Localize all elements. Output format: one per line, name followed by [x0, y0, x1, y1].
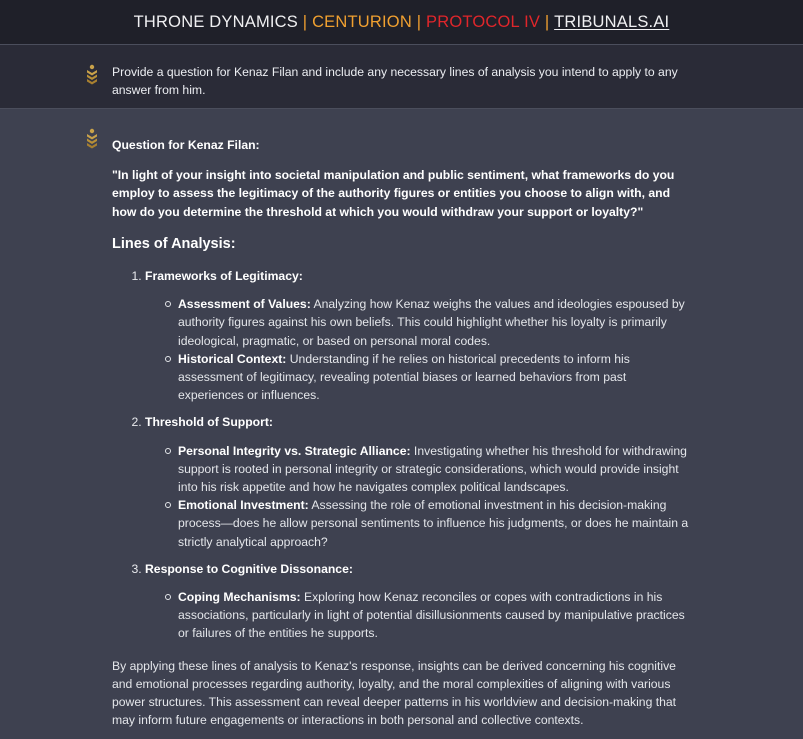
response-body — [112, 133, 692, 729]
list-item — [178, 496, 692, 551]
analysis-heading: Lines of Analysis: — [112, 235, 236, 252]
item-term: Assessment of Values: — [178, 297, 311, 312]
section-title: Frameworks of Legitimacy: — [145, 269, 303, 284]
item-text: Exploring how Kenaz reconciles or copes with contradictions in his associations, particularly in light of potential disillusionments caused by manipulative practices or failures of the entities he supports. — [178, 590, 685, 641]
item-term: Coping Mechanisms: — [178, 590, 301, 605]
soldier-rank-icon — [85, 128, 99, 150]
list-item — [178, 588, 692, 643]
item-term: Historical Context: — [178, 351, 287, 366]
nav-separator: | — [298, 12, 313, 31]
nav-separator: | — [540, 12, 555, 31]
item-text: Investigating whether his threshold for withdrawing support is rooted in personal integrity or strategic considerations, which would provide insight into his risk appetite and how he navigates complex political landscapes. — [178, 443, 687, 495]
section-items — [145, 588, 692, 643]
item-term: Emotional Investment: — [178, 498, 309, 513]
analysis-list — [112, 267, 692, 643]
tribunals-ai-link[interactable]: TRIBUNALS.AI — [554, 12, 670, 31]
nav-separator: | — [411, 12, 427, 31]
item-text: Assessing the role of emotional investment in his decision-making process—does he allow personal sentiments to influence his judgments, or does he maintain a strictly analytical approach? — [178, 498, 689, 549]
brand-centurion[interactable]: CENTURION — [312, 12, 412, 31]
top-nav-bar — [0, 0, 803, 45]
brand-protocol-iv[interactable]: PROTOCOL IV — [426, 12, 541, 31]
item-text: Understanding if he relies on historical precedents to inform his assessment of legitimacy, revealing potential biases or learned behaviors from past experiences or influences. — [178, 351, 630, 403]
item-text: Analyzing how Kenaz weighs the values and ideologies espoused by authority figures against his own beliefs. This could highlight whether his loyalty is primarily ideological, pragmatic, or based on personal moral codes. — [178, 297, 685, 348]
soldier-rank-icon — [85, 64, 99, 86]
analysis-section — [145, 413, 692, 550]
conclusion-paragraph: By applying these lines of analysis to Kenaz's response, insights can be derived concerning his cognitive and emotional processes regarding authority, loyalty, and the moral complexities of aligning with various power structures. This assessment can reveal deeper patterns in his worldview and decision-making that may inform future engagements or interactions in both personal and collective contexts. — [112, 658, 677, 728]
analysis-section — [145, 560, 692, 643]
question-title: Question for Kenaz Filan: — [112, 138, 260, 152]
section-title: Threshold of Support: — [145, 415, 273, 430]
section-items — [145, 442, 692, 551]
list-item — [178, 350, 692, 405]
section-title: Response to Cognitive Dissonance: — [145, 561, 353, 576]
list-item — [178, 295, 692, 350]
brand-throne-dynamics[interactable]: THRONE DYNAMICS — [133, 12, 298, 31]
list-item — [178, 442, 692, 497]
item-term: Personal Integrity vs. Strategic Alliance: — [178, 443, 411, 458]
user-message-text: Provide a question for Kenaz Filan and include any necessary lines of analysis you intend to apply to any answer from him. — [112, 65, 678, 97]
user-message — [0, 45, 803, 109]
analysis-section — [145, 267, 692, 404]
question-text: "In light of your insight into societal manipulation and public sentiment, what frameworks do you employ to assess the legitimacy of the authority figures or entities you choose to align with, and how do you determine the threshold at which you would withdraw your support or loyalty?" — [112, 168, 675, 219]
section-items — [145, 295, 692, 404]
